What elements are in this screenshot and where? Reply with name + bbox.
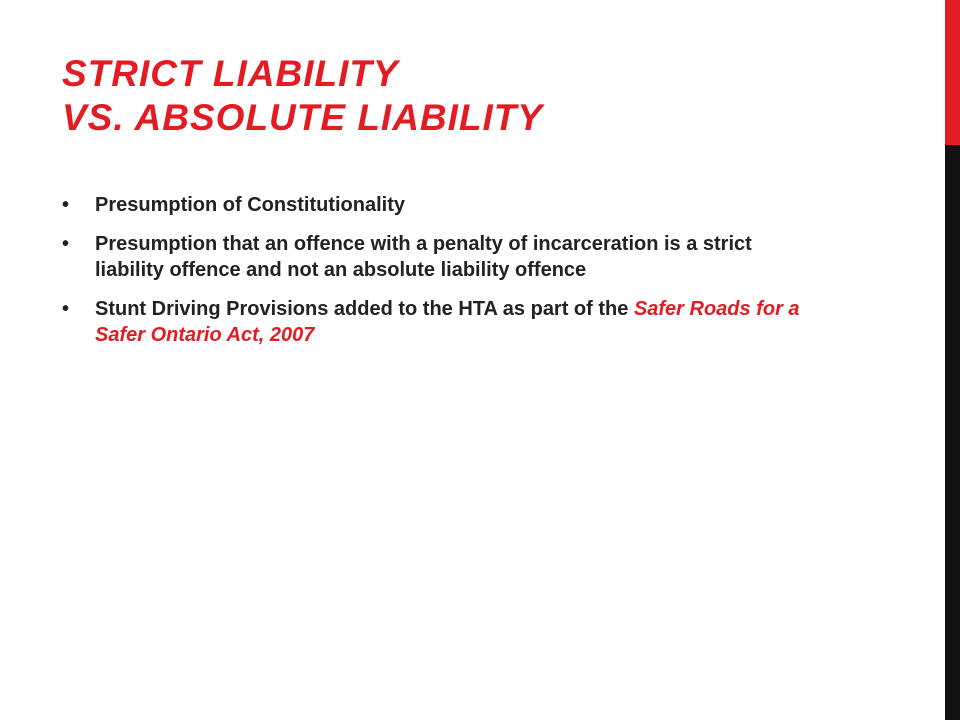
bullet-text: Presumption of Constitutionality bbox=[95, 194, 405, 216]
bullet-item bbox=[62, 296, 822, 348]
bullet-item bbox=[62, 231, 822, 283]
bullet-dot: • bbox=[62, 194, 70, 216]
bullet-text: Presumption that an offence with a penalty of incarceration is a strict liability offence and not an absolute liability offence bbox=[95, 233, 752, 281]
side-bar-black-segment bbox=[945, 145, 960, 720]
bullet-list bbox=[62, 192, 822, 361]
bullet-text: Stunt Driving Provisions added to the HTA as part of the bbox=[95, 298, 634, 320]
act-title-italic: Safer Roads for a Safer Ontario Act, 2007 bbox=[95, 298, 800, 346]
slide-title bbox=[62, 52, 922, 140]
bullet-dot: • bbox=[62, 298, 70, 320]
bullet-item bbox=[62, 192, 822, 218]
title-line-1: STRICT LIABILITY bbox=[62, 53, 399, 94]
bullet-dot: • bbox=[62, 233, 70, 255]
title-line-2: VS. ABSOLUTE LIABILITY bbox=[62, 97, 544, 138]
side-bar-red-segment bbox=[945, 0, 960, 145]
side-accent-bar bbox=[945, 0, 960, 720]
